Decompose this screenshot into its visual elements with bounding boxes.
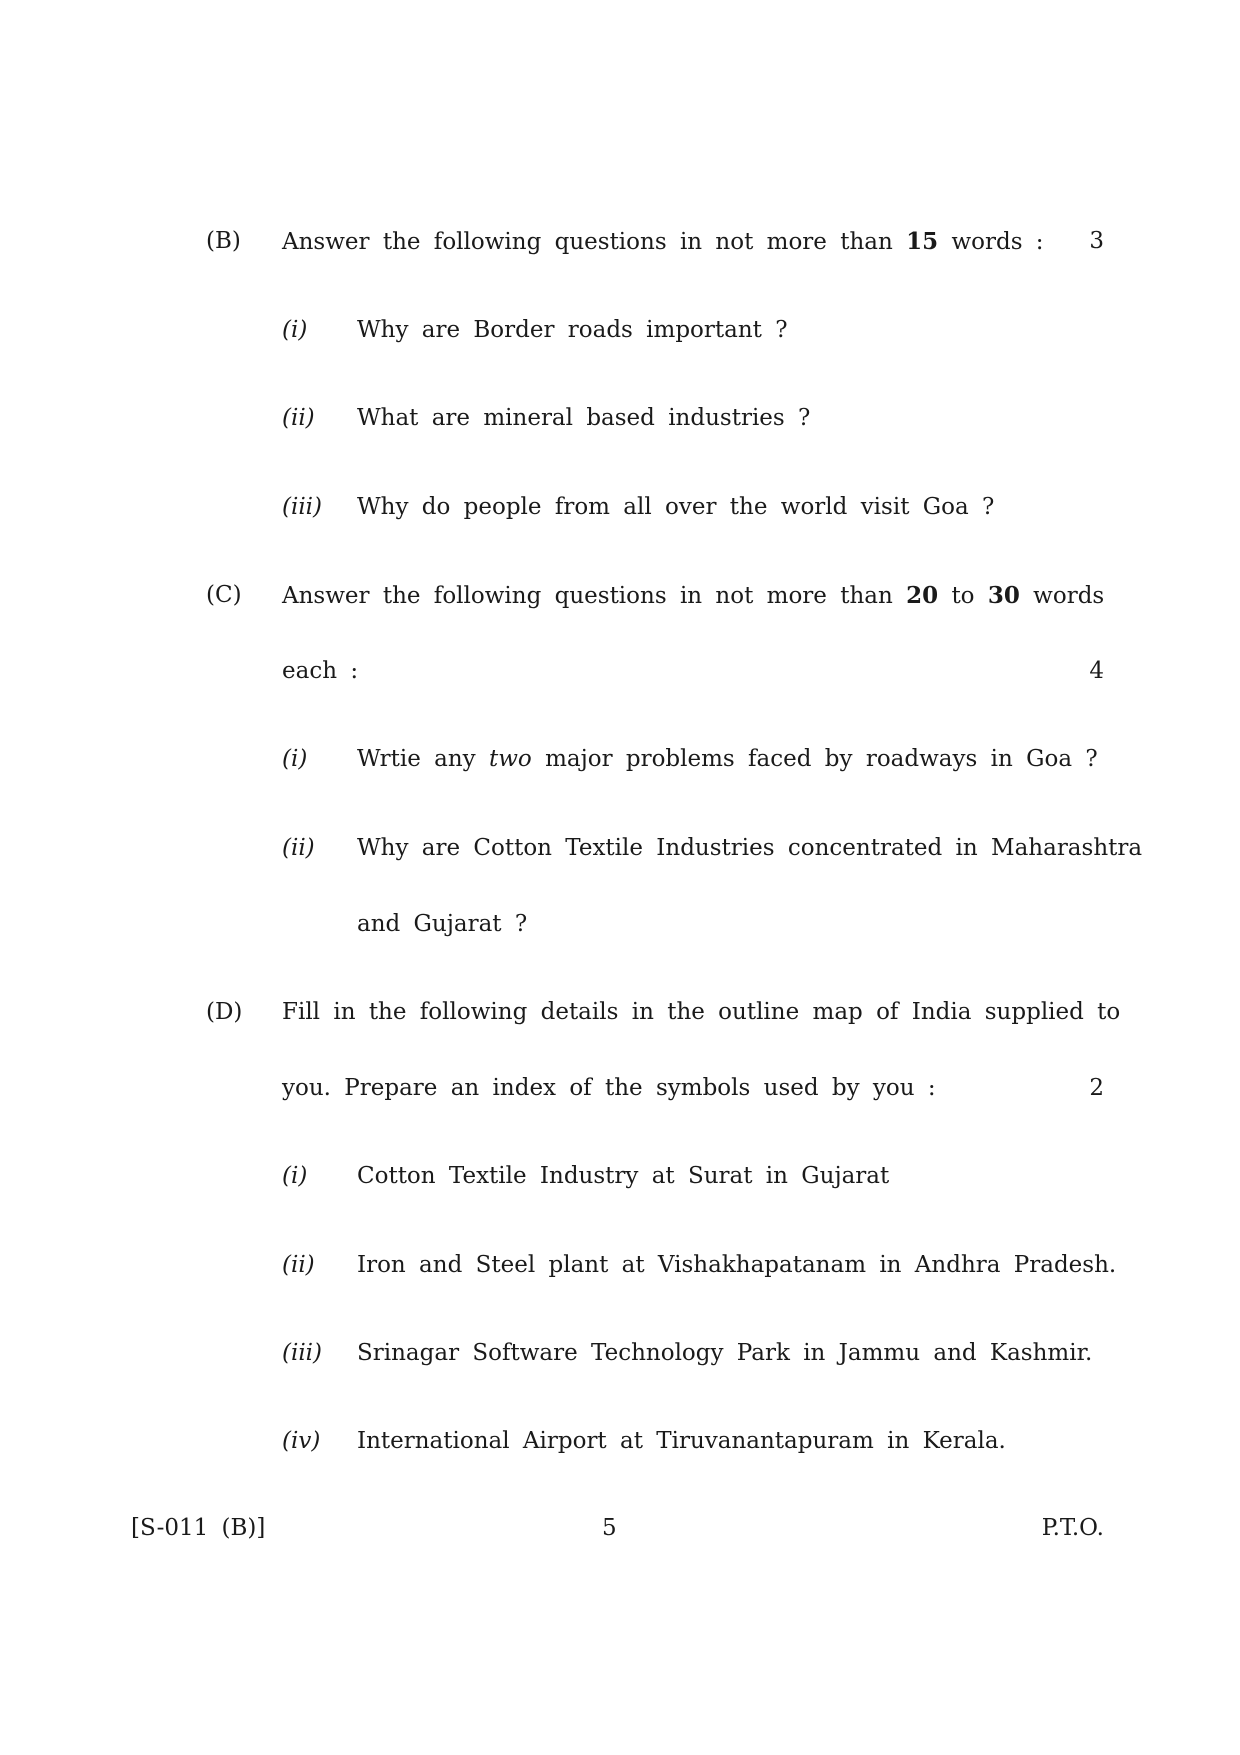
section-d-item-label: (iv)	[282, 1428, 321, 1454]
section-b-instruction-post: words :	[951, 229, 1044, 255]
section-c-item-text	[357, 746, 1098, 772]
section-b-item-label: (iii)	[282, 494, 323, 520]
section-d-item-text: Srinagar Software Technology Park in Jammu and Kashmir.	[357, 1340, 1093, 1366]
section-c-item-text: Why are Cotton Textile Industries concentrated in Maharashtra	[357, 835, 1143, 861]
footer-page-number: 5	[602, 1515, 617, 1541]
section-c-item-label: (ii)	[282, 835, 315, 861]
section-d-item-label: (i)	[282, 1163, 308, 1189]
section-c-item-text-line2: and Gujarat ?	[357, 911, 528, 937]
section-b-label: (B)	[206, 228, 241, 254]
section-d-marks: 2	[1089, 1075, 1104, 1101]
section-c-item-label: (i)	[282, 746, 308, 772]
section-c-marks: 4	[1089, 658, 1104, 684]
section-b-item-text: Why do people from all over the world visit Goa ?	[357, 494, 995, 520]
section-d-instruction-line2: you. Prepare an index of the symbols used by you :	[282, 1075, 936, 1101]
section-d-instruction: Fill in the following details in the outline map of India supplied to	[282, 999, 1121, 1025]
section-b-instruction	[282, 228, 1044, 255]
section-b-item-label: (i)	[282, 317, 308, 343]
section-c-instruction-line2: each :	[282, 658, 359, 684]
section-c-instruction-pre: Answer the following questions in not more than	[282, 583, 893, 609]
section-d-label: (D)	[206, 999, 243, 1025]
section-c-item-text-post: major problems faced by roadways in Goa ?	[545, 746, 1098, 772]
section-c-word-max: 30	[987, 582, 1020, 609]
section-b-word-limit: 15	[906, 228, 939, 255]
section-d-item-label: (ii)	[282, 1252, 315, 1278]
section-b-marks: 3	[1089, 228, 1104, 254]
section-b-item-text: What are mineral based industries ?	[357, 405, 811, 431]
section-c-instruction-mid: to	[951, 583, 975, 609]
section-b-instruction-pre: Answer the following questions in not more than	[282, 229, 893, 255]
section-d-item-label: (iii)	[282, 1340, 323, 1366]
section-c-instruction-post: words	[1033, 583, 1105, 609]
section-c-label: (C)	[206, 582, 242, 608]
section-b-item-label: (ii)	[282, 405, 315, 431]
section-b-item-text: Why are Border roads important ?	[357, 317, 788, 343]
section-c-instruction	[282, 582, 1104, 609]
section-c-word-min: 20	[906, 582, 939, 609]
section-c-item-text-pre: Wrtie any	[357, 746, 476, 772]
footer-pto: P.T.O.	[1041, 1515, 1104, 1541]
footer-paper-code: [S-011 (B)]	[131, 1515, 266, 1541]
section-c-item-text-emphasis: two	[488, 746, 532, 772]
section-d-item-text: Cotton Textile Industry at Surat in Gujarat	[357, 1163, 890, 1189]
section-d-item-text: Iron and Steel plant at Vishakhapatanam in Andhra Pradesh.	[357, 1252, 1117, 1278]
section-d-item-text: International Airport at Tiruvanantapuram in Kerala.	[357, 1428, 1006, 1454]
